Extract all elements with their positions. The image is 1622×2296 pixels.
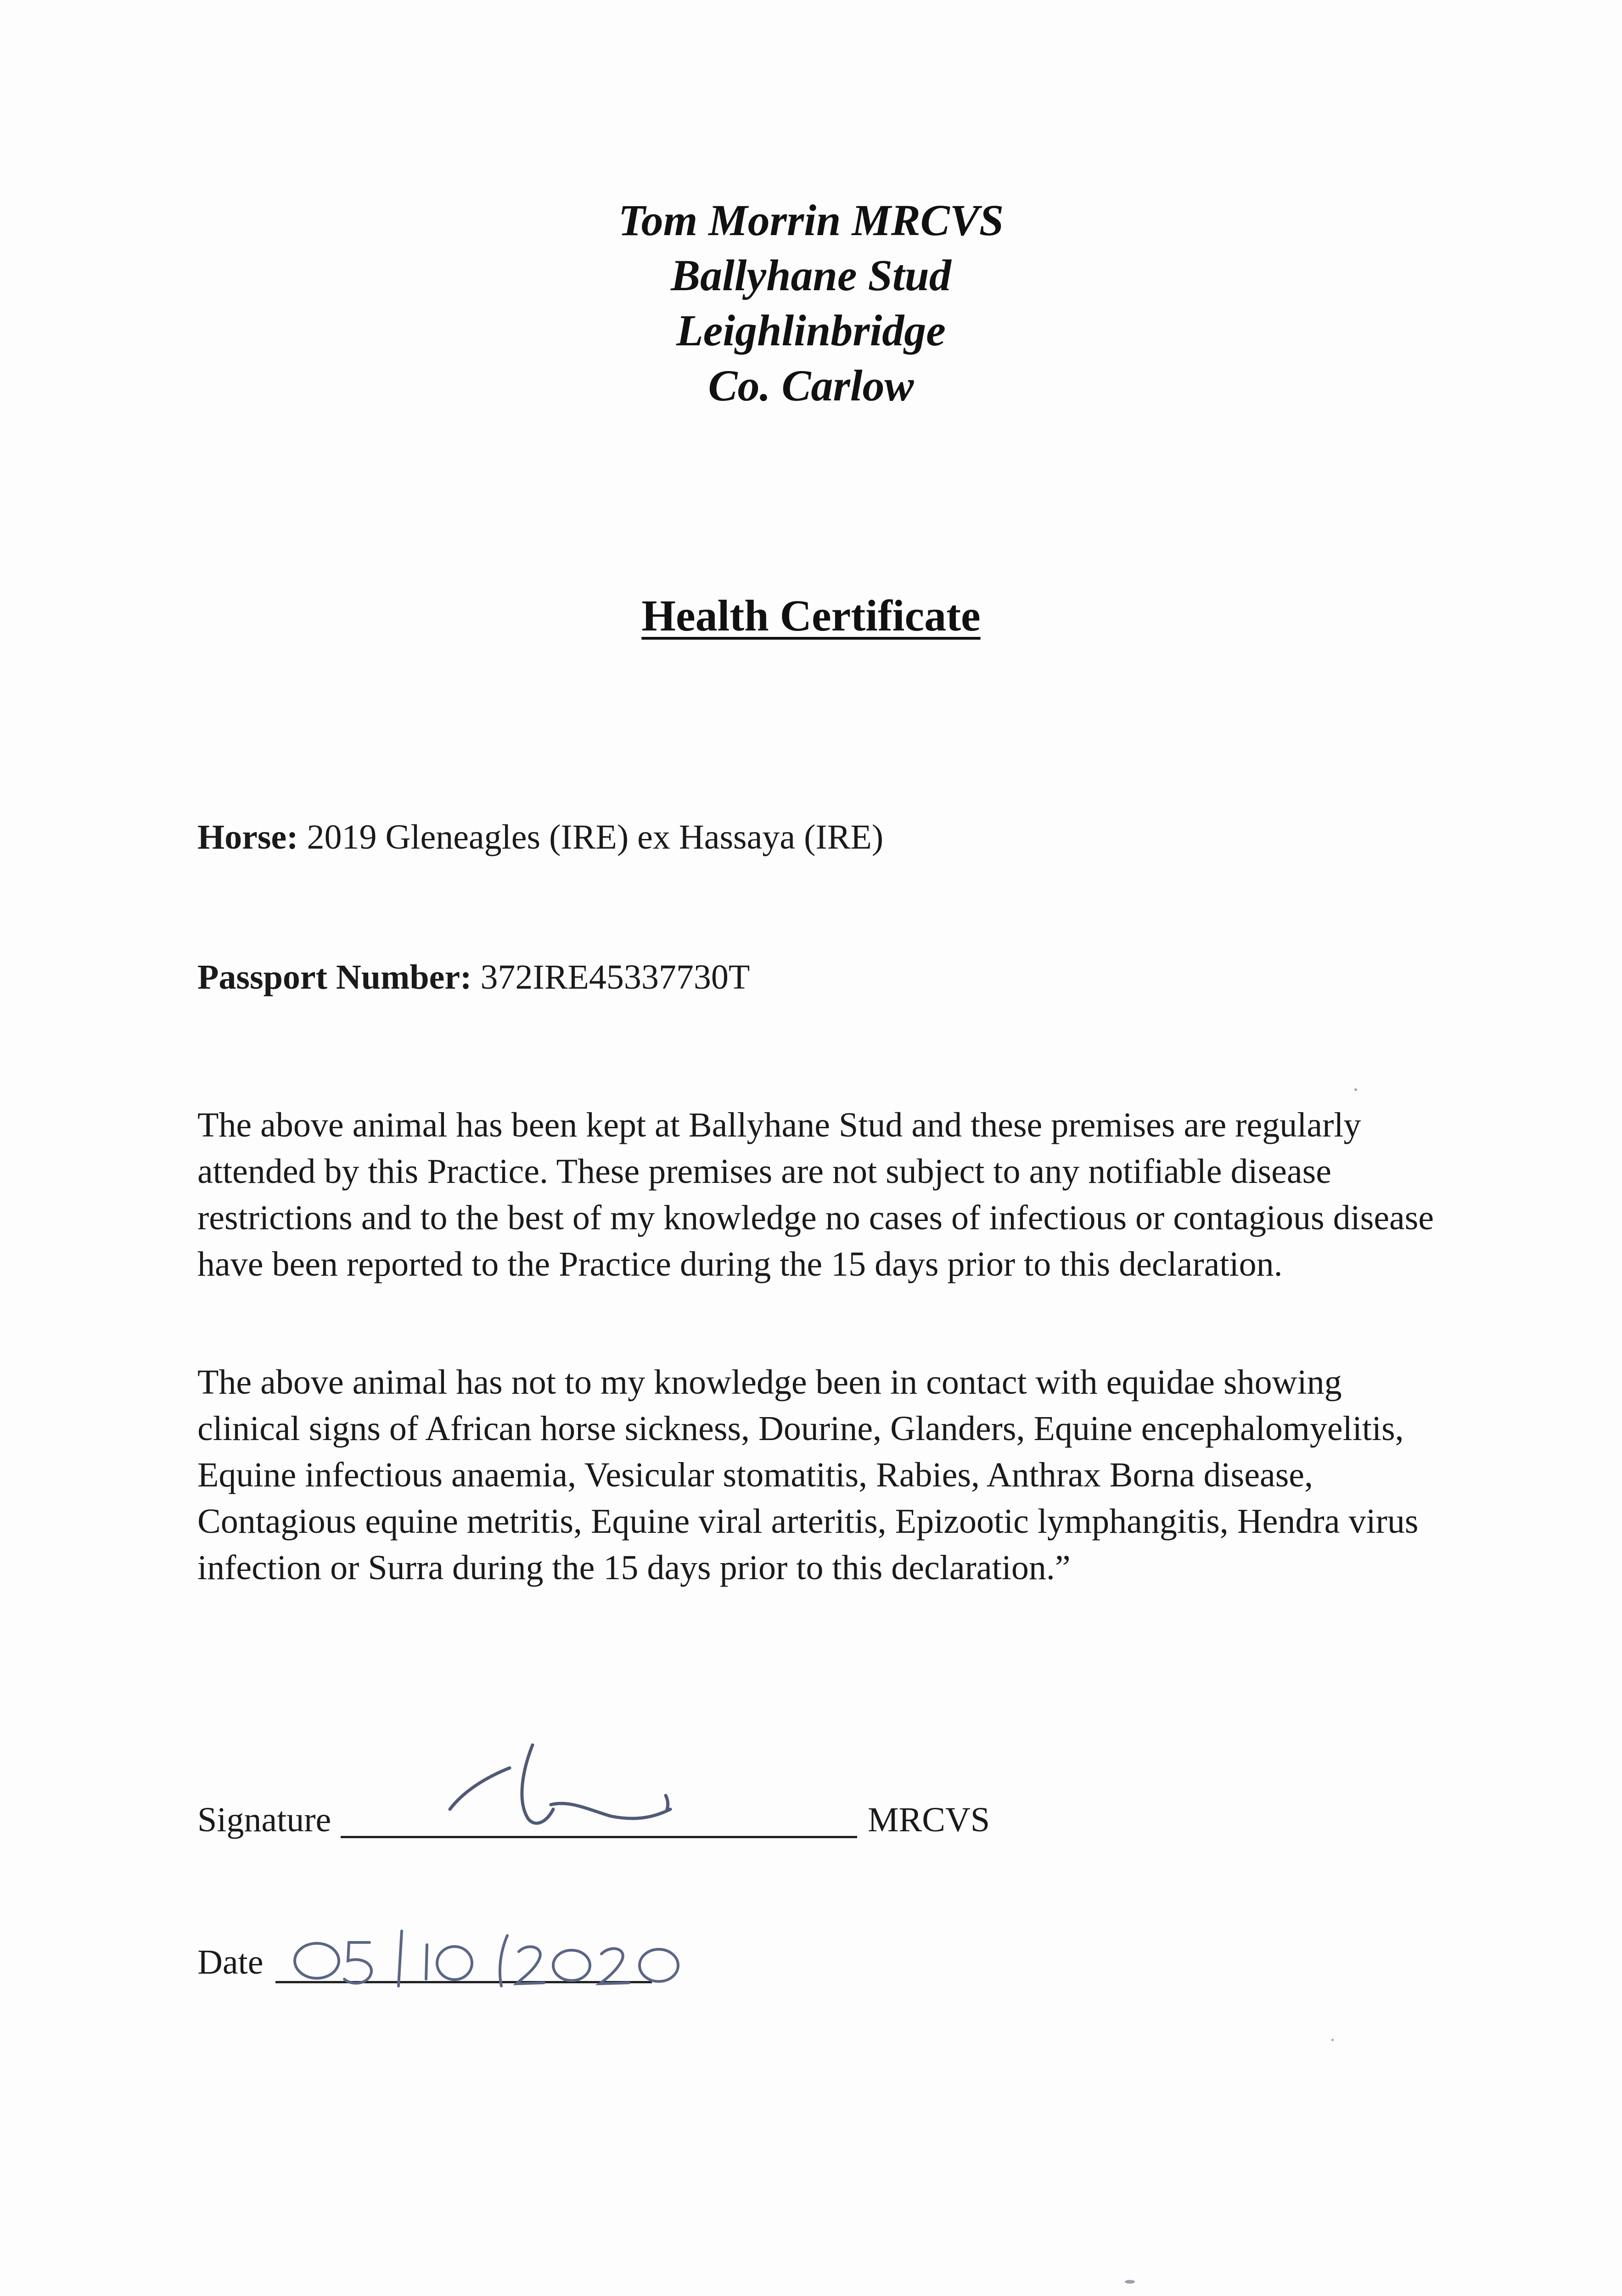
date-label: Date [197,1943,264,1981]
declaration-paragraph-1 [197,1102,1437,1288]
vet-name: Tom Morrin MRCVS [618,196,1004,245]
declaration-paragraph-2 [197,1359,1437,1591]
town: Leighlinbridge [676,306,946,355]
horse-field [197,817,883,857]
letterhead [0,193,1622,413]
date-row [197,1942,263,1982]
scan-speck [1354,1088,1357,1091]
scan-speck [1331,2039,1334,2041]
horse-label: Horse: [197,818,298,856]
signature-label: Signature [197,1801,331,1839]
signature-suffix: MRCVS [868,1801,990,1839]
county: Co. Carlow [708,361,914,410]
stud-name: Ballyhane Stud [671,251,951,300]
passport-value: 372IRE45337730T [480,958,750,996]
paragraph-text: The above animal has not to my knowledge been in contact with equidae showing clinical signs of African horse sickness, Dourine, Glanders, Equine encephalomyelitis, Equine infectious anaemia, Vesicular stomatitis, Rabies, Anthrax Borna disease, Contagious equine metritis, Equine viral arteritis, Epizootic lymphangitis, Hendra virus infection or Surra during the 15 days prior to this declaration.” [197,1363,1419,1587]
handwritten-signature [436,1740,693,1841]
document-title: Health Certificate [641,591,981,640]
signature-row [197,1800,990,1840]
document-title-wrap [0,590,1622,641]
handwritten-date-drawing [289,1910,702,1998]
passport-label: Passport Number: [197,958,472,996]
scan-speck [1125,2280,1135,2284]
paragraph-text: The above animal has been kept at Ballyhane Stud and these premises are regularly attended by this Practice. These premises are not subject to any notifiable disease restrictions and to the best of my knowledge no cases of infectious or contagious disease have been reported to the Practice during the 15 days prior to this declaration. [197,1106,1434,1283]
passport-field [197,957,750,997]
horse-value: 2019 Gleneagles (IRE) ex Hassaya (IRE) [307,818,884,856]
